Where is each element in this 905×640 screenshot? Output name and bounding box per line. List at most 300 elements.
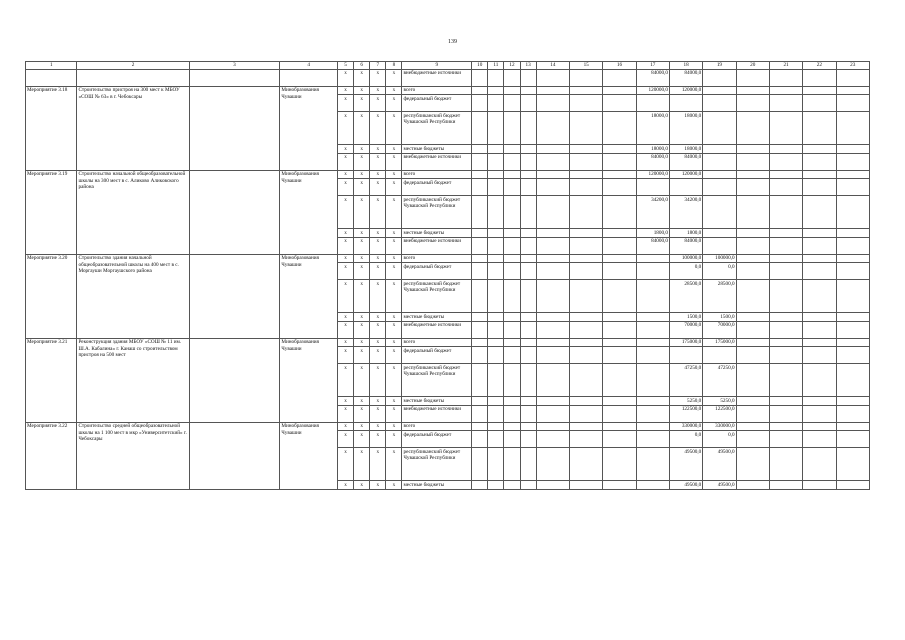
value-cell — [803, 263, 836, 280]
value-cell — [570, 405, 603, 422]
value-cell — [536, 196, 569, 229]
event-name: Мероприятие 3.19 — [26, 170, 77, 254]
value-cell — [520, 112, 536, 145]
value-cell — [520, 347, 536, 364]
value-cell — [603, 69, 636, 86]
value-cell — [603, 397, 636, 406]
value-cell — [603, 237, 636, 254]
value-cell — [803, 145, 836, 154]
value-cell — [488, 229, 504, 238]
column-number-15: 15 — [570, 62, 603, 70]
value-cell — [703, 69, 736, 86]
value-cell — [769, 364, 802, 397]
value-cell — [536, 179, 569, 196]
value-cell — [603, 112, 636, 145]
code-cell: x — [370, 112, 386, 145]
value-cell — [488, 422, 504, 431]
value-cell — [736, 364, 769, 397]
value-cell — [769, 405, 802, 422]
value-cell — [769, 347, 802, 364]
value-cell: 330000,0 — [669, 422, 702, 431]
column-number-1: 1 — [26, 62, 77, 70]
code-cell: x — [337, 448, 353, 481]
value-cell — [836, 397, 869, 406]
value-cell — [836, 95, 869, 112]
value-cell — [636, 422, 669, 431]
value-cell — [603, 364, 636, 397]
value-cell — [769, 95, 802, 112]
value-cell — [836, 153, 869, 170]
code-cell: x — [386, 254, 402, 263]
value-cell — [536, 321, 569, 338]
value-cell — [570, 196, 603, 229]
table-row — [26, 86, 870, 95]
value-cell — [536, 405, 569, 422]
funding-source-cell: республиканский бюджет Чувашской Республики — [402, 196, 472, 229]
empty-cell — [189, 254, 280, 338]
code-cell: x — [354, 338, 370, 347]
code-cell: x — [386, 112, 402, 145]
code-cell: x — [354, 481, 370, 490]
code-cell: x — [354, 69, 370, 86]
table-row — [26, 254, 870, 263]
value-cell — [736, 313, 769, 322]
value-cell — [603, 179, 636, 196]
value-cell: 18000,0 — [669, 112, 702, 145]
value-cell — [570, 112, 603, 145]
value-cell — [570, 321, 603, 338]
executor-cell — [280, 69, 338, 86]
value-cell — [836, 321, 869, 338]
code-cell: x — [386, 196, 402, 229]
code-cell: x — [370, 338, 386, 347]
value-cell — [703, 347, 736, 364]
code-cell: x — [370, 153, 386, 170]
code-cell: x — [386, 397, 402, 406]
value-cell — [472, 422, 488, 431]
column-number-13: 13 — [520, 62, 536, 70]
value-cell — [488, 196, 504, 229]
funding-source-cell: всего — [402, 170, 472, 179]
value-cell — [636, 321, 669, 338]
value-cell — [803, 179, 836, 196]
value-cell — [520, 397, 536, 406]
value-cell — [520, 179, 536, 196]
value-cell — [836, 481, 869, 490]
value-cell — [488, 321, 504, 338]
value-cell — [504, 69, 520, 86]
code-cell: x — [337, 69, 353, 86]
code-cell: x — [354, 448, 370, 481]
value-cell — [836, 313, 869, 322]
value-cell — [570, 229, 603, 238]
value-cell — [603, 145, 636, 154]
page-number: 139 — [448, 39, 457, 45]
value-cell — [570, 145, 603, 154]
code-cell: x — [354, 254, 370, 263]
value-cell — [836, 112, 869, 145]
value-cell — [769, 448, 802, 481]
event-name: Мероприятие 3.22 — [26, 422, 77, 489]
value-cell — [703, 145, 736, 154]
value-cell — [769, 321, 802, 338]
code-cell: x — [370, 254, 386, 263]
column-number-18: 18 — [669, 62, 702, 70]
value-cell — [836, 364, 869, 397]
column-number-10: 10 — [472, 62, 488, 70]
value-cell — [504, 237, 520, 254]
code-cell: x — [370, 364, 386, 397]
value-cell — [603, 280, 636, 313]
value-cell — [570, 86, 603, 95]
code-cell: x — [337, 431, 353, 448]
code-cell: x — [354, 95, 370, 112]
code-cell: x — [386, 313, 402, 322]
value-cell: 120000,0 — [636, 170, 669, 179]
code-cell: x — [386, 237, 402, 254]
code-cell: x — [337, 196, 353, 229]
value-cell — [603, 254, 636, 263]
value-cell — [669, 179, 702, 196]
value-cell — [504, 95, 520, 112]
code-cell: x — [370, 86, 386, 95]
column-number-14: 14 — [536, 62, 569, 70]
value-cell — [636, 481, 669, 490]
value-cell: 70000,0 — [703, 321, 736, 338]
code-cell: x — [337, 397, 353, 406]
value-cell — [603, 448, 636, 481]
column-number-2: 2 — [77, 62, 189, 70]
value-cell: 0,0 — [669, 431, 702, 448]
value-cell — [736, 397, 769, 406]
value-cell — [472, 263, 488, 280]
value-cell: 49500,0 — [669, 448, 702, 481]
value-cell — [636, 364, 669, 397]
value-cell — [472, 86, 488, 95]
value-cell — [488, 95, 504, 112]
value-cell — [472, 397, 488, 406]
value-cell — [836, 69, 869, 86]
code-cell: x — [337, 321, 353, 338]
value-cell — [736, 263, 769, 280]
value-cell — [520, 145, 536, 154]
value-cell — [603, 153, 636, 170]
value-cell — [703, 170, 736, 179]
code-cell: x — [354, 364, 370, 397]
column-number-22: 22 — [803, 62, 836, 70]
event-name: Мероприятие 3.21 — [26, 338, 77, 422]
table-row — [26, 69, 870, 86]
code-cell: x — [337, 347, 353, 364]
value-cell: 84000,0 — [669, 69, 702, 86]
value-cell — [736, 145, 769, 154]
value-cell — [636, 431, 669, 448]
event-description: Строительство средней общеобразовательной школы на 1 100 мест в мкр «Университетский» г. Чебоксары — [77, 422, 189, 489]
code-cell: x — [386, 69, 402, 86]
code-cell: x — [337, 280, 353, 313]
funding-source-cell: всего — [402, 338, 472, 347]
code-cell: x — [337, 405, 353, 422]
value-cell — [488, 170, 504, 179]
code-cell: x — [370, 313, 386, 322]
column-number-6: 6 — [354, 62, 370, 70]
code-cell: x — [354, 237, 370, 254]
event-description: Строительство начальной общеобразовательной школы на 300 мест в с. Аликово Аликовского района — [77, 170, 189, 254]
code-cell: x — [354, 179, 370, 196]
value-cell — [570, 364, 603, 397]
value-cell — [636, 280, 669, 313]
code-cell: x — [337, 153, 353, 170]
value-cell — [472, 179, 488, 196]
value-cell: 84000,0 — [669, 153, 702, 170]
code-cell: x — [337, 112, 353, 145]
value-cell — [536, 170, 569, 179]
value-cell — [504, 263, 520, 280]
funding-source-cell: федеральный бюджет — [402, 179, 472, 196]
value-cell: 34200,0 — [636, 196, 669, 229]
funding-source-cell: федеральный бюджет — [402, 347, 472, 364]
table-row — [26, 170, 870, 179]
code-cell: x — [337, 364, 353, 397]
value-cell — [669, 347, 702, 364]
value-cell — [536, 263, 569, 280]
value-cell — [472, 321, 488, 338]
code-cell: x — [337, 422, 353, 431]
value-cell — [803, 347, 836, 364]
funding-source-cell: федеральный бюджет — [402, 95, 472, 112]
value-cell — [488, 313, 504, 322]
value-cell — [769, 397, 802, 406]
value-cell — [836, 263, 869, 280]
value-cell: 120000,0 — [669, 86, 702, 95]
event-name: Мероприятие 3.20 — [26, 254, 77, 338]
value-cell — [488, 254, 504, 263]
value-cell: 122500,0 — [703, 405, 736, 422]
value-cell: 5250,0 — [703, 397, 736, 406]
value-cell — [472, 280, 488, 313]
value-cell — [488, 112, 504, 145]
code-cell: x — [370, 347, 386, 364]
value-cell — [603, 422, 636, 431]
value-cell — [536, 364, 569, 397]
value-cell — [703, 229, 736, 238]
value-cell — [472, 448, 488, 481]
value-cell — [703, 112, 736, 145]
code-cell: x — [386, 145, 402, 154]
value-cell — [803, 405, 836, 422]
value-cell — [803, 321, 836, 338]
value-cell — [504, 145, 520, 154]
value-cell — [472, 145, 488, 154]
value-cell — [472, 237, 488, 254]
value-cell — [836, 170, 869, 179]
value-cell — [603, 95, 636, 112]
value-cell — [472, 95, 488, 112]
value-cell — [570, 338, 603, 347]
value-cell — [803, 448, 836, 481]
value-cell — [488, 431, 504, 448]
value-cell — [803, 112, 836, 145]
value-cell — [803, 313, 836, 322]
column-number-12: 12 — [504, 62, 520, 70]
funding-source-cell: республиканский бюджет Чувашской Республики — [402, 280, 472, 313]
value-cell — [472, 338, 488, 347]
value-cell — [636, 263, 669, 280]
funding-source-cell: внебюджетные источники — [402, 69, 472, 86]
code-cell: x — [354, 431, 370, 448]
code-cell: x — [370, 263, 386, 280]
value-cell — [769, 422, 802, 431]
value-cell — [536, 229, 569, 238]
value-cell — [504, 448, 520, 481]
value-cell — [736, 254, 769, 263]
event-name: Мероприятие 3.18 — [26, 86, 77, 170]
value-cell: 84000,0 — [636, 153, 669, 170]
value-cell: 175000,0 — [703, 338, 736, 347]
value-cell — [570, 481, 603, 490]
value-cell — [603, 86, 636, 95]
value-cell — [836, 179, 869, 196]
value-cell — [703, 86, 736, 95]
value-cell — [504, 364, 520, 397]
value-cell: 18000,0 — [669, 145, 702, 154]
value-cell — [504, 153, 520, 170]
value-cell — [636, 448, 669, 481]
value-cell — [769, 153, 802, 170]
value-cell — [536, 448, 569, 481]
code-cell: x — [354, 347, 370, 364]
empty-cell — [189, 170, 280, 254]
executor-name: Минобразования Чувашии — [280, 170, 338, 254]
value-cell — [703, 237, 736, 254]
value-cell — [836, 448, 869, 481]
value-cell — [803, 237, 836, 254]
value-cell — [520, 364, 536, 397]
value-cell: 1500,0 — [703, 313, 736, 322]
value-cell — [504, 481, 520, 490]
value-cell — [736, 95, 769, 112]
value-cell — [769, 431, 802, 448]
value-cell — [504, 431, 520, 448]
value-cell — [536, 481, 569, 490]
value-cell — [803, 481, 836, 490]
value-cell — [769, 280, 802, 313]
code-cell: x — [337, 179, 353, 196]
value-cell: 100000,0 — [669, 254, 702, 263]
value-cell — [520, 448, 536, 481]
value-cell: 49500,0 — [669, 481, 702, 490]
value-cell — [736, 196, 769, 229]
value-cell — [803, 86, 836, 95]
value-cell — [520, 170, 536, 179]
value-cell — [520, 422, 536, 431]
funding-source-cell: местные бюджеты — [402, 481, 472, 490]
value-cell — [736, 405, 769, 422]
value-cell — [504, 280, 520, 313]
value-cell: 28500,0 — [703, 280, 736, 313]
code-cell: x — [386, 86, 402, 95]
code-cell: x — [386, 179, 402, 196]
value-cell — [520, 86, 536, 95]
value-cell — [488, 448, 504, 481]
value-cell: 330000,0 — [703, 422, 736, 431]
value-cell — [803, 95, 836, 112]
value-cell — [669, 95, 702, 112]
code-cell: x — [386, 481, 402, 490]
value-cell: 1800,0 — [669, 229, 702, 238]
code-cell: x — [370, 95, 386, 112]
funding-source-cell: республиканский бюджет Чувашской Республики — [402, 364, 472, 397]
value-cell — [570, 254, 603, 263]
code-cell: x — [337, 338, 353, 347]
value-cell — [536, 112, 569, 145]
code-cell: x — [337, 229, 353, 238]
empty-cell — [189, 86, 280, 170]
value-cell — [736, 69, 769, 86]
column-number-row — [26, 62, 870, 70]
code-cell: x — [386, 422, 402, 431]
value-cell — [603, 347, 636, 364]
value-cell — [504, 196, 520, 229]
column-number-9: 9 — [402, 62, 472, 70]
value-cell — [536, 280, 569, 313]
value-cell — [520, 153, 536, 170]
value-cell — [703, 179, 736, 196]
value-cell — [504, 397, 520, 406]
value-cell — [472, 254, 488, 263]
funding-source-cell: внебюджетные источники — [402, 405, 472, 422]
value-cell — [836, 405, 869, 422]
value-cell — [488, 347, 504, 364]
value-cell — [536, 397, 569, 406]
value-cell — [603, 196, 636, 229]
funding-source-cell: республиканский бюджет Чувашской Республики — [402, 448, 472, 481]
column-number-5: 5 — [337, 62, 353, 70]
code-cell: x — [337, 170, 353, 179]
value-cell — [504, 229, 520, 238]
value-cell — [836, 422, 869, 431]
value-cell — [520, 254, 536, 263]
funding-source-cell: местные бюджеты — [402, 397, 472, 406]
value-cell — [488, 338, 504, 347]
funding-source-cell: республиканский бюджет Чувашской Республики — [402, 112, 472, 145]
value-cell — [520, 405, 536, 422]
code-cell: x — [386, 229, 402, 238]
code-cell: x — [370, 196, 386, 229]
value-cell — [520, 95, 536, 112]
value-cell — [504, 347, 520, 364]
value-cell — [488, 405, 504, 422]
code-cell: x — [370, 237, 386, 254]
column-number-20: 20 — [736, 62, 769, 70]
value-cell: 84000,0 — [669, 237, 702, 254]
value-cell: 70000,0 — [669, 321, 702, 338]
value-cell — [769, 313, 802, 322]
value-cell — [736, 229, 769, 238]
value-cell — [736, 321, 769, 338]
value-cell — [769, 196, 802, 229]
value-cell — [570, 263, 603, 280]
code-cell: x — [354, 280, 370, 313]
value-cell — [803, 422, 836, 431]
code-cell: x — [354, 112, 370, 145]
value-cell — [769, 481, 802, 490]
value-cell — [472, 229, 488, 238]
value-cell — [736, 347, 769, 364]
value-cell — [570, 95, 603, 112]
value-cell — [536, 69, 569, 86]
value-cell — [472, 69, 488, 86]
